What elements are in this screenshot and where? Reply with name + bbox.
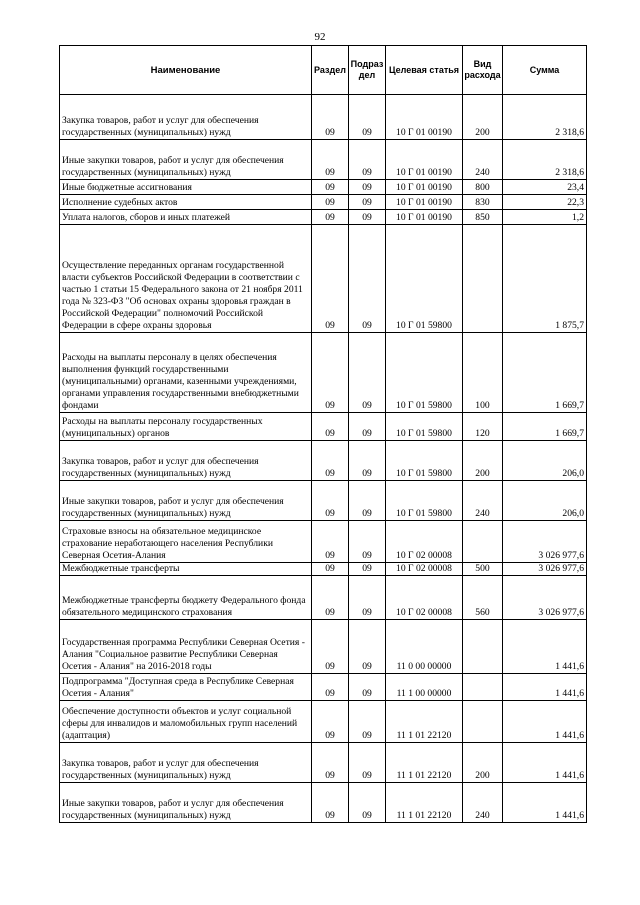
- row-section: 09: [312, 521, 349, 563]
- row-sum: 3 026 977,6: [503, 576, 587, 620]
- row-type: 560: [463, 576, 503, 620]
- row-target: 11 1 00 00000: [386, 674, 463, 701]
- row-target: 10 Г 01 59800: [386, 413, 463, 441]
- row-subsection: 09: [349, 180, 386, 195]
- row-sum: 1 875,7: [503, 225, 587, 333]
- header-target: Целевая статья: [386, 46, 463, 95]
- row-name: Межбюджетные трансферты: [60, 563, 312, 576]
- row-subsection: 09: [349, 743, 386, 783]
- table-row: [60, 413, 587, 441]
- row-target: 11 0 00 00000: [386, 620, 463, 674]
- row-type: 100: [463, 333, 503, 413]
- row-name: Подпрограмма "Доступная среда в Республике Северная Осетия - Алания": [60, 674, 312, 701]
- page-number: 92: [314, 31, 326, 43]
- row-subsection: 09: [349, 674, 386, 701]
- row-section: 09: [312, 413, 349, 441]
- row-target: 11 1 01 22120: [386, 701, 463, 743]
- table-row: [60, 195, 587, 210]
- row-sum: 1 441,6: [503, 674, 587, 701]
- header-section: Раздел: [312, 46, 349, 95]
- row-section: 09: [312, 195, 349, 210]
- row-name: Расходы на выплаты персоналу в целях обеспечения выполнения функций государственными (муниципальными) органами, казенными учреждениями, органами управления государственными внебюджетными фондами: [60, 333, 312, 413]
- row-name: Закупка товаров, работ и услуг для обеспечения государственных (муниципальных) нужд: [60, 441, 312, 481]
- row-name: Межбюджетные трансферты бюджету Федерального фонда обязательного медицинского страхования: [60, 576, 312, 620]
- row-sum: 206,0: [503, 481, 587, 521]
- row-name: Государственная программа Республики Северная Осетия - Алания "Социальное развитие Республики Северная Осетия - Алания" на 2016-2018 годы: [60, 620, 312, 674]
- row-subsection: 09: [349, 563, 386, 576]
- row-name: Закупка товаров, работ и услуг для обеспечения государственных (муниципальных) нужд: [60, 95, 312, 140]
- table-row: [60, 783, 587, 823]
- row-name: Иные бюджетные ассигнования: [60, 180, 312, 195]
- row-name: Иные закупки товаров, работ и услуг для обеспечения государственных (муниципальных) нужд: [60, 140, 312, 180]
- row-type: 120: [463, 413, 503, 441]
- table-header-row: [60, 46, 587, 95]
- table-row: [60, 563, 587, 576]
- row-type: 850: [463, 210, 503, 225]
- header-name: Наименование: [60, 46, 312, 95]
- row-sum: 22,3: [503, 195, 587, 210]
- row-section: 09: [312, 95, 349, 140]
- row-subsection: 09: [349, 783, 386, 823]
- row-sum: 3 026 977,6: [503, 563, 587, 576]
- header-sum: Сумма: [503, 46, 587, 95]
- header-type: Вид расхода: [463, 46, 503, 95]
- row-type: 200: [463, 441, 503, 481]
- row-subsection: 09: [349, 441, 386, 481]
- table-row: [60, 521, 587, 563]
- row-sum: 1,2: [503, 210, 587, 225]
- header-subsection: Подраз дел: [349, 46, 386, 95]
- row-name: Страховые взносы на обязательное медицинское страхование неработающего населения Республики Северная Осетия-Алания: [60, 521, 312, 563]
- table-row: [60, 701, 587, 743]
- row-sum: 1 441,6: [503, 620, 587, 674]
- table-row: [60, 441, 587, 481]
- table-row: [60, 743, 587, 783]
- row-type: [463, 674, 503, 701]
- row-name: Иные закупки товаров, работ и услуг для обеспечения государственных (муниципальных) нужд: [60, 783, 312, 823]
- row-section: 09: [312, 180, 349, 195]
- row-type: [463, 521, 503, 563]
- row-sum: 1 669,7: [503, 413, 587, 441]
- row-section: 09: [312, 701, 349, 743]
- row-sum: 1 441,6: [503, 783, 587, 823]
- row-name: Исполнение судебных актов: [60, 195, 312, 210]
- row-subsection: 09: [349, 701, 386, 743]
- row-subsection: 09: [349, 620, 386, 674]
- table-row: [60, 333, 587, 413]
- row-section: 09: [312, 333, 349, 413]
- row-type: 200: [463, 743, 503, 783]
- row-target: 10 Г 01 00190: [386, 180, 463, 195]
- row-section: 09: [312, 563, 349, 576]
- row-name: Расходы на выплаты персоналу государственных (муниципальных) органов: [60, 413, 312, 441]
- table-row: [60, 180, 587, 195]
- row-section: 09: [312, 481, 349, 521]
- row-sum: 1 441,6: [503, 701, 587, 743]
- row-target: 10 Г 01 00190: [386, 140, 463, 180]
- row-sum: 2 318,6: [503, 140, 587, 180]
- row-name: Уплата налогов, сборов и иных платежей: [60, 210, 312, 225]
- row-name: Закупка товаров, работ и услуг для обеспечения государственных (муниципальных) нужд: [60, 743, 312, 783]
- row-subsection: 09: [349, 210, 386, 225]
- row-subsection: 09: [349, 413, 386, 441]
- table-row: [60, 210, 587, 225]
- row-type: 800: [463, 180, 503, 195]
- budget-table: [59, 45, 587, 823]
- row-subsection: 09: [349, 95, 386, 140]
- row-type: [463, 701, 503, 743]
- row-type: 500: [463, 563, 503, 576]
- row-section: 09: [312, 441, 349, 481]
- row-target: 10 Г 01 59800: [386, 481, 463, 521]
- row-sum: 1 669,7: [503, 333, 587, 413]
- row-target: 11 1 01 22120: [386, 743, 463, 783]
- row-subsection: 09: [349, 333, 386, 413]
- table-row: [60, 225, 587, 333]
- row-target: 10 Г 02 00008: [386, 563, 463, 576]
- row-type: [463, 225, 503, 333]
- row-subsection: 09: [349, 195, 386, 210]
- row-target: 10 Г 02 00008: [386, 576, 463, 620]
- table-row: [60, 576, 587, 620]
- row-sum: 23,4: [503, 180, 587, 195]
- row-section: 09: [312, 140, 349, 180]
- row-target: 10 Г 02 00008: [386, 521, 463, 563]
- row-section: 09: [312, 210, 349, 225]
- row-type: 240: [463, 481, 503, 521]
- row-subsection: 09: [349, 140, 386, 180]
- row-sum: 206,0: [503, 441, 587, 481]
- row-target: 11 1 01 22120: [386, 783, 463, 823]
- row-subsection: 09: [349, 521, 386, 563]
- row-name: Иные закупки товаров, работ и услуг для обеспечения государственных (муниципальных) нужд: [60, 481, 312, 521]
- table-row: [60, 674, 587, 701]
- row-sum: 2 318,6: [503, 95, 587, 140]
- row-type: 240: [463, 783, 503, 823]
- row-target: 10 Г 01 00190: [386, 210, 463, 225]
- row-section: 09: [312, 674, 349, 701]
- row-sum: 1 441,6: [503, 743, 587, 783]
- row-sum: 3 026 977,6: [503, 521, 587, 563]
- row-target: 10 Г 01 00190: [386, 95, 463, 140]
- table-row: [60, 95, 587, 140]
- row-name: Обеспечение доступности объектов и услуг социальной сферы для инвалидов и маломобильных групп населений (адаптация): [60, 701, 312, 743]
- row-type: [463, 620, 503, 674]
- row-section: 09: [312, 620, 349, 674]
- row-type: 830: [463, 195, 503, 210]
- row-type: 240: [463, 140, 503, 180]
- row-target: 10 Г 01 59800: [386, 225, 463, 333]
- row-target: 10 Г 01 59800: [386, 441, 463, 481]
- row-section: 09: [312, 225, 349, 333]
- row-target: 10 Г 01 59800: [386, 333, 463, 413]
- row-target: 10 Г 01 00190: [386, 195, 463, 210]
- table-row: [60, 620, 587, 674]
- row-subsection: 09: [349, 225, 386, 333]
- row-section: 09: [312, 743, 349, 783]
- table-row: [60, 481, 587, 521]
- row-name: Осуществление переданных органам государственной власти субъектов Российской Федерации в соответствии с частью 1 статьи 15 Федерального закона от 21 ноября 2011 года № 323-ФЗ "Об основах охраны здоровья граждан в Российской Федерации" полномочий Российской Федерации в сфере охраны здоровья: [60, 225, 312, 333]
- row-type: 200: [463, 95, 503, 140]
- row-subsection: 09: [349, 576, 386, 620]
- row-subsection: 09: [349, 481, 386, 521]
- row-section: 09: [312, 783, 349, 823]
- row-section: 09: [312, 576, 349, 620]
- table-row: [60, 140, 587, 180]
